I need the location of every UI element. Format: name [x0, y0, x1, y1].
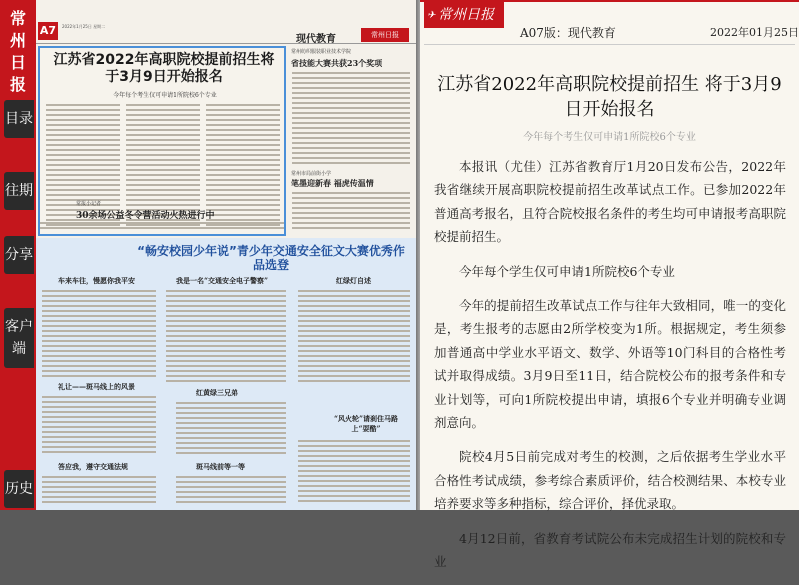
newspaper-page[interactable] [36, 0, 416, 510]
side-article-kicker: 常州纺织服装职业技术学院 [291, 49, 352, 55]
essay-text-col [42, 396, 156, 456]
essay-text-col [42, 476, 156, 506]
side-article-headline[interactable]: 省技能大赛共获23个奖项 [291, 58, 383, 68]
bird-icon: ✈ [427, 10, 436, 21]
essay-subhead[interactable]: 礼让——斑马线上的风景 [58, 382, 135, 391]
article-brand-logo [424, 2, 504, 28]
paper-brand-logo: 常州日报 [361, 28, 409, 42]
mid-article-text [292, 192, 410, 232]
article-panel [420, 0, 799, 570]
essay-subhead[interactable]: “风火轮”请刹住马路上“耍酷” [333, 414, 399, 433]
nav-history-button[interactable]: 历史 [4, 470, 34, 508]
left-sidebar [0, 0, 36, 510]
essay-subhead[interactable]: 车来车往，慢愿你我平安 [58, 276, 135, 285]
lead-article-title: 江苏省2022年高职院校提前招生将于3月9日开始报名 [53, 52, 275, 85]
article-date: 2022年01月25日 [710, 26, 799, 39]
nav-share-button[interactable]: 分享 [4, 236, 34, 274]
left-mid-headline[interactable]: 30余场公益冬令营活动火热进行中 [76, 211, 215, 221]
article-subtitle: 今年每个考生仅可申请1所院校6个专业 [523, 132, 696, 143]
paper-masthead [36, 0, 416, 44]
page-number-badge: A7 [38, 22, 58, 40]
essay-text-col [298, 440, 410, 505]
essay-subhead[interactable]: 斑马线前等一等 [196, 462, 245, 471]
nav-past-issues-button[interactable]: 往期 [4, 172, 34, 210]
article-header-divider [424, 44, 795, 45]
mid-article-kicker: 常州市局前街小学 [291, 171, 332, 177]
sidebar-logo: 常州日报 [9, 9, 26, 94]
article-brand-text: 常州日报 [438, 7, 494, 23]
article-paragraph: 今年每个学生仅可申请1所院校6个专业 [459, 263, 675, 279]
essay-contest-title: “畅安校园少年说”青少年交通安全征文大赛优秀作品选登 [137, 244, 405, 272]
left-mid-kicker: 常报小记者 [76, 201, 102, 207]
mid-article-headline[interactable]: 笔墨迎新春 福虎传温情 [291, 178, 374, 188]
essay-text-col [298, 290, 410, 385]
paper-date-line: 2022年1月25日 星期二 [62, 24, 106, 29]
essay-subhead[interactable]: 我是一名“交通安全电子警察” [176, 276, 269, 285]
essay-text-col [176, 476, 286, 506]
paper-section-title: 现代教育 [296, 34, 336, 45]
article-paragraph: 4月12日前，省教育考试院公布未完成招生计划的院校和专业 [434, 530, 786, 570]
essay-text-col [166, 290, 286, 385]
essay-text-col [42, 290, 156, 380]
lead-article-subtitle: 今年每个考生仅可申请1所院校6个专业 [113, 92, 217, 99]
article-paragraph: 院校4月5日前完成对考生的校测，之后依据考生学业水平合格性考试成绩，参考综合素质评价，结合校测结果、本校专业培养要求等多种指标，综合评价，择优录取。 [434, 449, 786, 512]
article-section-label: A07版：现代教育 [520, 26, 616, 40]
article-title: 江苏省2022年高职院校提前招生 将于3月9日开始报名 [437, 74, 782, 120]
essay-subhead[interactable]: 答应我，遵守交通法规 [58, 462, 128, 471]
essay-subhead[interactable]: 红绿灯自述 [336, 276, 371, 285]
essay-text-col [176, 402, 286, 457]
side-article-text [292, 72, 410, 167]
article-paragraph: 本报讯（尤佳）江苏省教育厅1月20日发布公告，2022年我省继续开展高职院校提前招生改革试点工作。已参加2022年普通高考报名，且符合院校报名条件的考生均可申请报考高职院校提前招生。 [434, 159, 786, 245]
left-mid-text [40, 222, 284, 232]
article-body [434, 155, 786, 585]
nav-client-button[interactable]: 客户端 [4, 308, 34, 368]
essay-subhead[interactable]: 红黄绿三兄弟 [196, 388, 238, 397]
article-paragraph: 今年的提前招生改革试点工作与往年大致相同，唯一的变化是，考生报考的志愿由2所学校变为1所。根据规定，考生须参加普通高中学业水平语文、数学、外语等10门科目的合格性考试并取得成绩。3月9日至11日，结合院校公布的报考条件和专业计划等，可向1所院校提出申请，填报6个专业并明确专业调剂意向。 [434, 298, 786, 431]
nav-catalog-button[interactable]: 目录 [4, 100, 34, 138]
